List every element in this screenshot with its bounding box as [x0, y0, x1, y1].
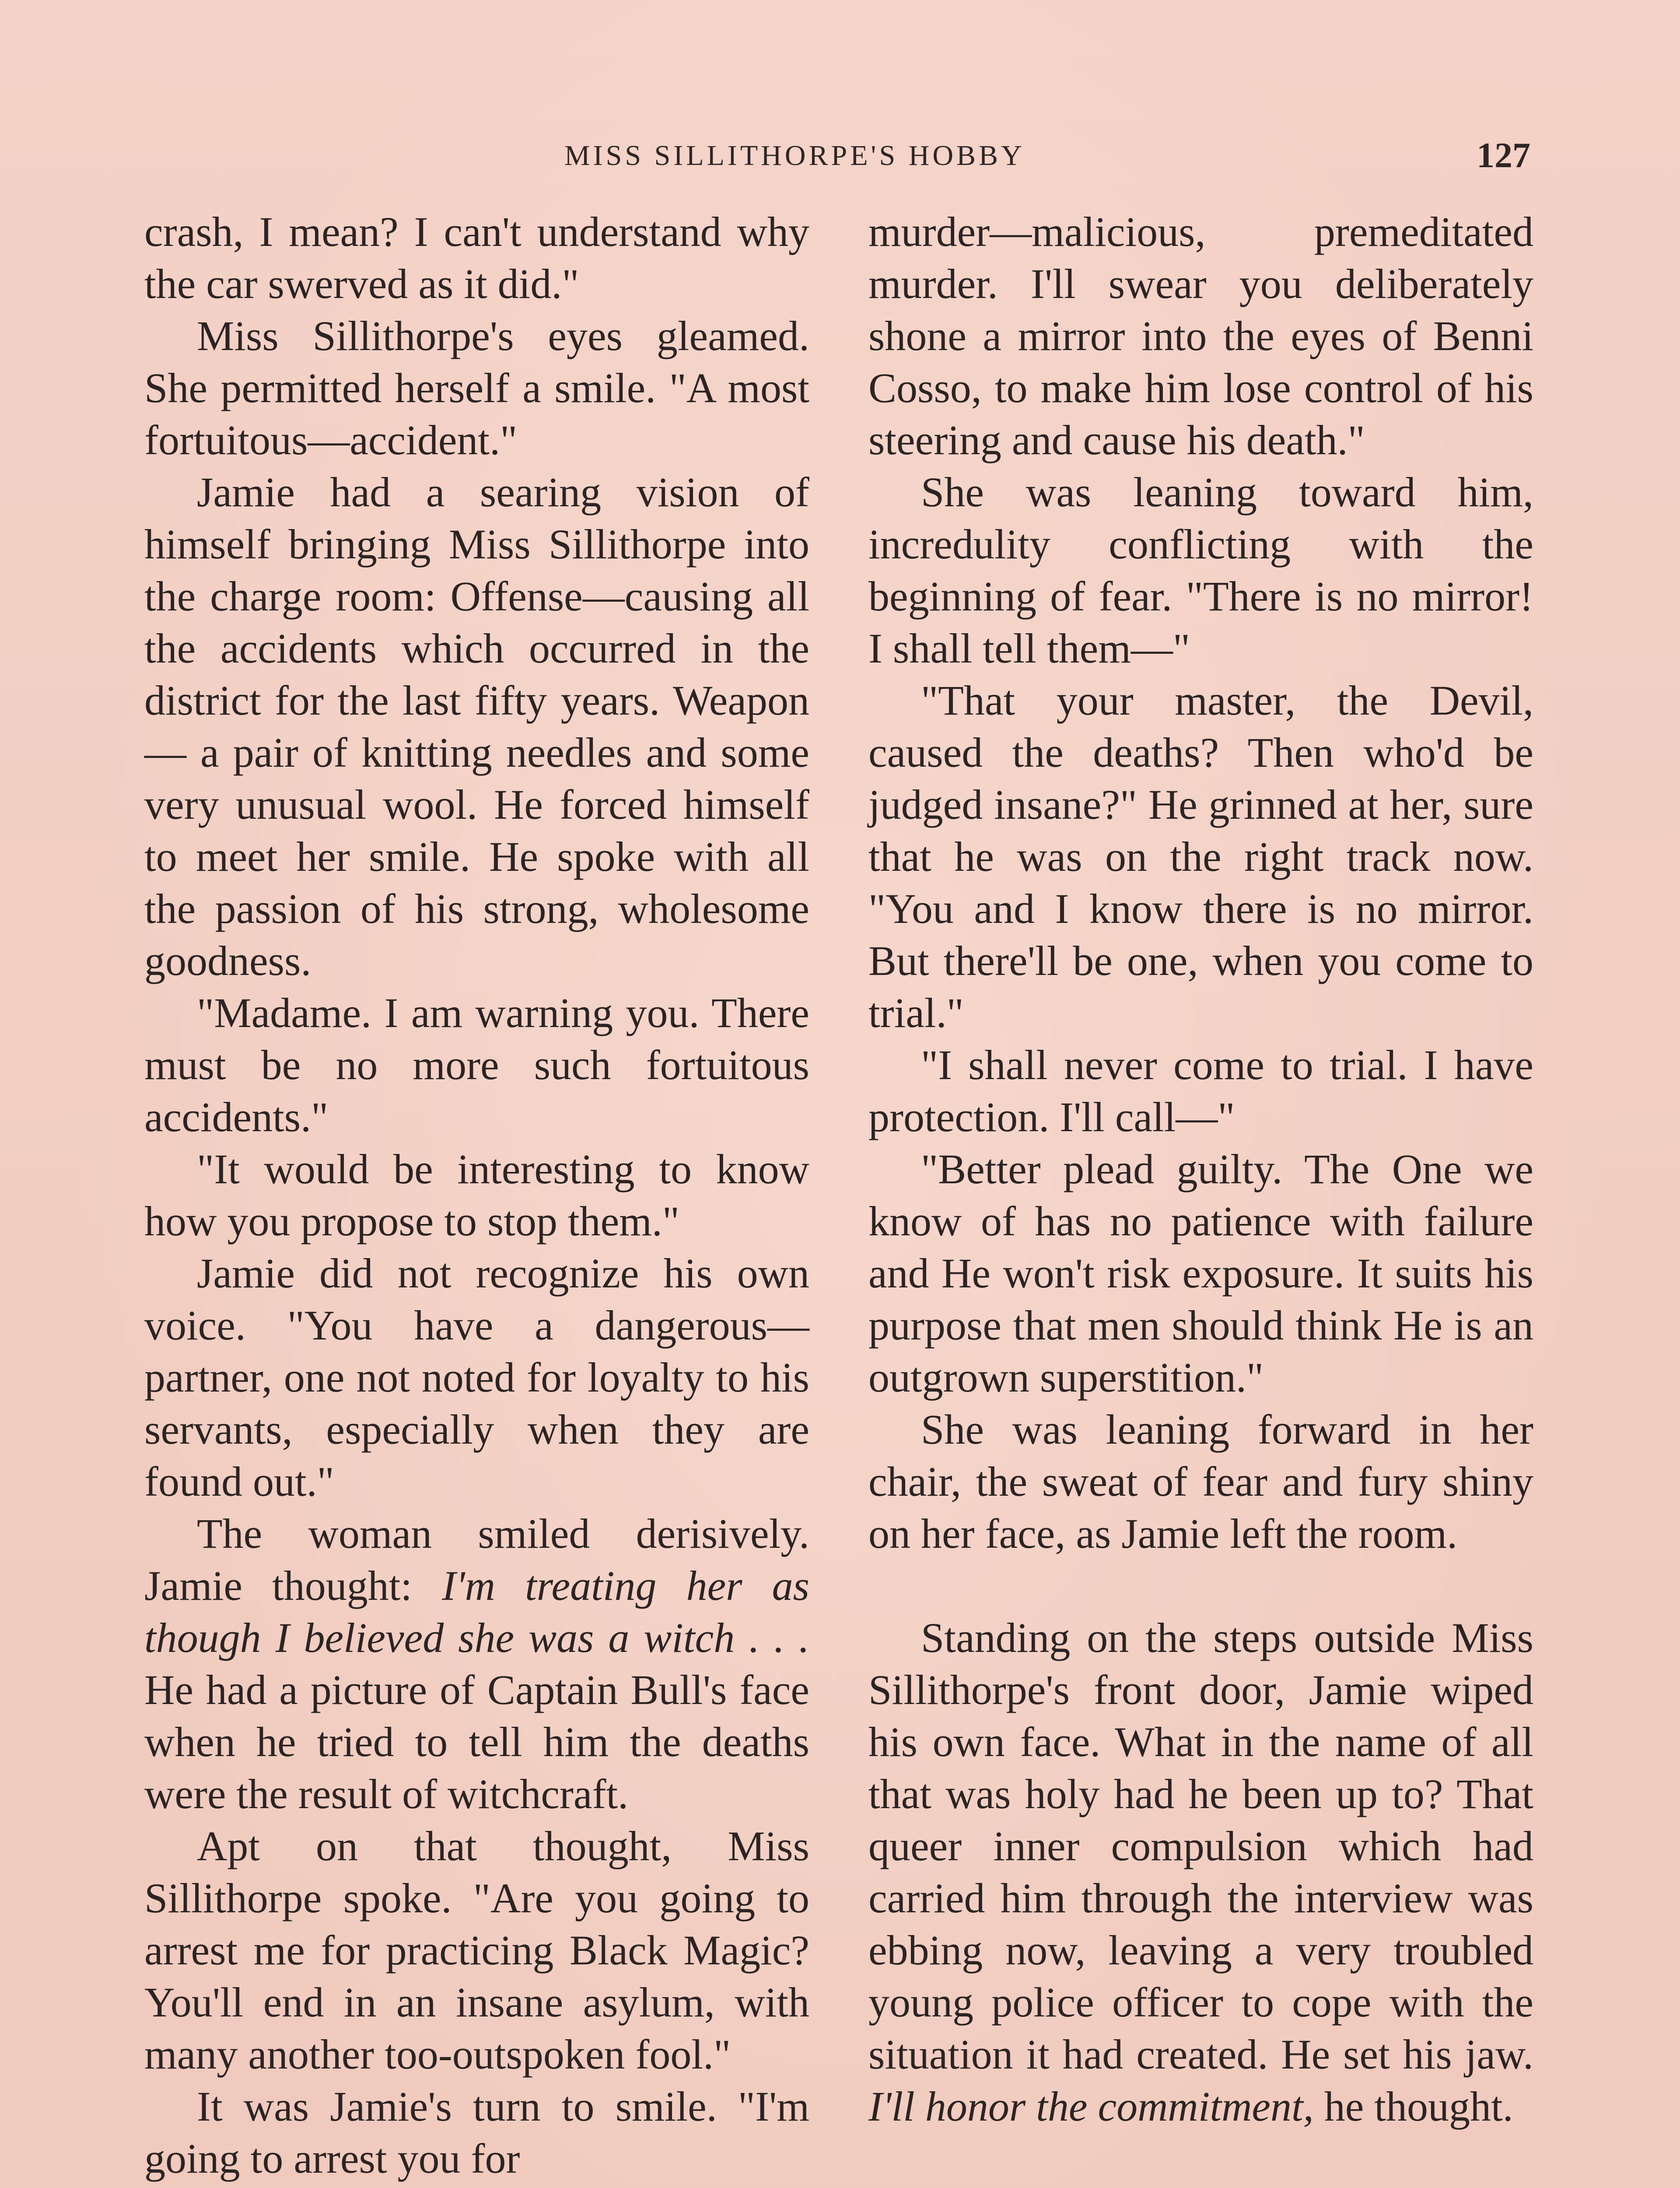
paragraph: Jamie did not recognize his own voice. "You have a dangerous—partner, one not noted for loyalty to his servants, especially when they are found out."	[144, 1250, 809, 1505]
running-title: MISS SILLITHORPE'S HOBBY	[564, 140, 1025, 172]
paragraph: She was leaning forward in her chair, the sweat of fear and fury shiny on her face, as Jamie left the room.	[868, 1406, 1533, 1557]
italic-thought: I'm treating her as though I believed she was a witch . . .	[144, 1562, 810, 1661]
paragraph: "It would be interesting to know how you propose to stop them."	[144, 1146, 809, 1245]
right-text-column	[868, 206, 1533, 2132]
paragraph	[144, 1508, 809, 1820]
paragraph: murder—malicious, premeditated murder. I'll swear you deliberately shone a mirror into the eyes of Benni Cosso, to make him lose control of his steering and cause his death."	[868, 208, 1533, 463]
paragraph: "That your master, the Devil, caused the deaths? Then who'd be judged insane?" He grinned at her, sure that he was on the right track now. "You and I know there is no mirror. But there'll be one, when you come to trial."	[868, 677, 1533, 1036]
italic-thought: I'll honor the commitment,	[868, 2083, 1314, 2130]
paragraph: It was Jamie's turn to smile. "I'm going to arrest you for	[144, 2083, 809, 2182]
paragraph	[868, 1612, 1533, 2132]
paragraph: Apt on that thought, Miss Sillithorpe spoke. "Are you going to arrest me for practicing Black Magic? You'll end in an insane asylum, with many another too-outspoken fool."	[144, 1823, 809, 2078]
paragraph: "Madame. I am warning you. There must be no more such fortuitous accidents."	[144, 989, 809, 1140]
paragraph: crash, I mean? I can't understand why the car swerved as it did."	[144, 208, 809, 307]
paragraph: She was leaning toward him, incredulity conflicting with the beginning of fear. "There is no mirror! I shall tell them—"	[868, 469, 1533, 672]
paragraph: Miss Sillithorpe's eyes gleamed. She permitted herself a smile. "A most fortuitous—accident."	[144, 312, 809, 463]
paragraph: "I shall never come to trial. I have protection. I'll call—"	[868, 1041, 1533, 1140]
paragraph-text: He had a picture of Captain Bull's face when he tried to tell him the deaths were the result of witchcraft.	[144, 1666, 809, 1817]
paragraph: Jamie had a searing vision of himself bringing Miss Sillithorpe into the charge room: Offense—causing all the accidents which occurred in the district for the last fifty years. Weapon— a pair of knitting needles and some very unusual wool. He forced himself to meet her smile. He spoke with all the passion of his strong, wholesome goodness.	[144, 469, 809, 984]
paragraph-text: The woman smiled derisively. Jamie thought:	[144, 1510, 809, 1609]
paragraph-text: Standing on the steps outside Miss Sillithorpe's front door, Jamie wiped his own face. What in the name of all that was holy had he been up to? That queer inner compulsion which had carried him through the interview was ebbing now, leaving a very troubled young police officer to cope with the situation it had created. He set his jaw.	[868, 1614, 1533, 2078]
left-text-column	[144, 206, 809, 2184]
paragraph: "Better plead guilty. The One we know of has no patience with failure and He won't risk exposure. It suits his purpose that men should think He is an outgrown superstition."	[868, 1146, 1533, 1401]
paragraph-text: he thought.	[1313, 2083, 1513, 2130]
page-number: 127	[1477, 135, 1530, 175]
